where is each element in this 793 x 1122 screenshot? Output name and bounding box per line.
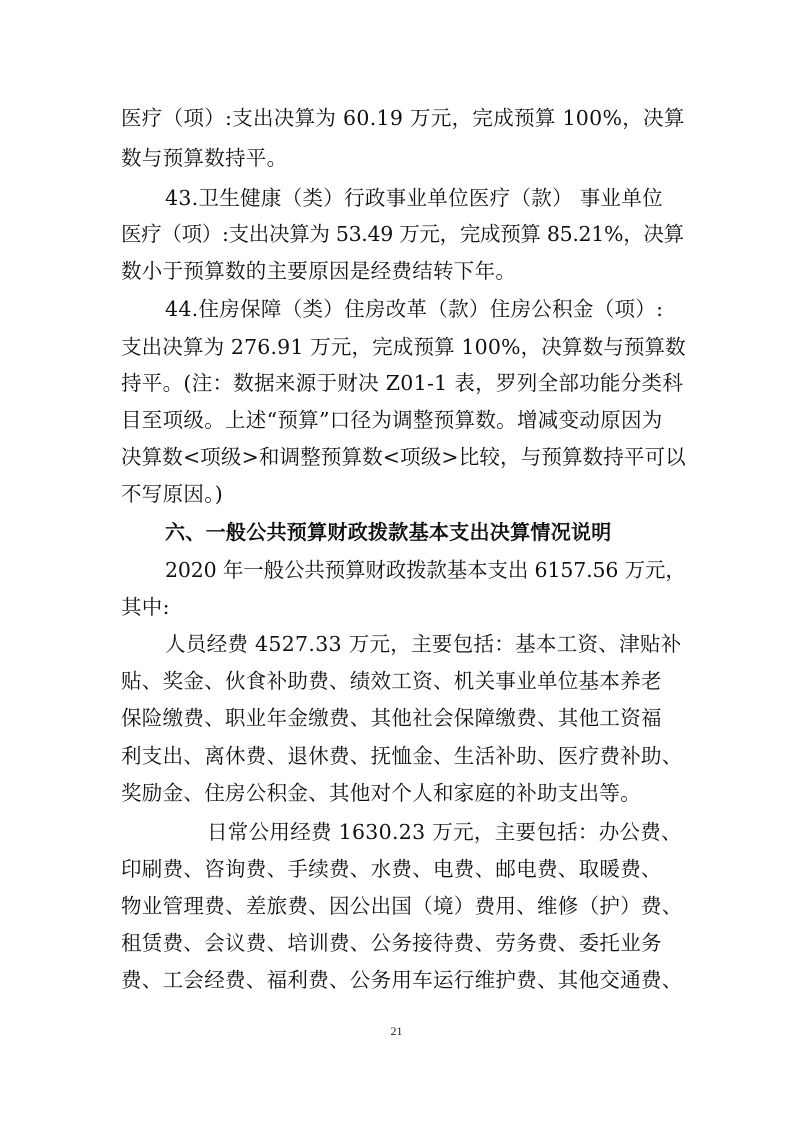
text-line: 目至项级。上述“预算”口径为调整预算数。增减变动原因为 xyxy=(121,408,663,432)
page-number: 21 xyxy=(390,1024,403,1038)
text-line: 医疗（项）:支出决算为 60.19 万元，完成预算 100%，决算 xyxy=(121,106,685,130)
text-line: 租赁费、会议费、培训费、公务接待费、劳务费、委托业务 xyxy=(121,931,662,955)
text-line: 利支出、离休费、退休费、抚恤金、生活补助、医疗费补助、 xyxy=(121,744,683,768)
text-line: 其中: xyxy=(121,595,170,619)
text-line: 不写原因。) xyxy=(121,482,224,506)
text-line: 数小于预算数的主要原因是经费结转下年。 xyxy=(121,259,517,283)
text-line: 44.住房保障（类）住房改革（款）住房公积金（项）: xyxy=(165,297,664,321)
text-line: 支出决算为 276.91 万元，完成预算 100%，决算数与预算数 xyxy=(121,335,686,359)
text-line: 医疗（项）:支出决算为 53.49 万元，完成预算 85.21%，决算 xyxy=(121,222,684,246)
text-line: 决算数<项级>和调整预算数<项级>比较，与预算数持平可以 xyxy=(121,445,686,469)
text-line: 43.卫生健康（类）行政事业单位医疗（款） 事业单位 xyxy=(165,186,663,210)
text-line: 费、工会经费、福利费、公务用车运行维护费、其他交通费、 xyxy=(121,968,683,992)
text-line: 人员经费 4527.33 万元，主要包括：基本工资、津贴补 xyxy=(165,632,682,656)
text-line: 奖励金、住房公积金、其他对个人和家庭的补助支出等。 xyxy=(121,781,641,805)
text-line: 日常公用经费 1630.23 万元，主要包括：办公费、 xyxy=(207,820,682,844)
text-line: 贴、奖金、伙食补助费、绩效工资、机关事业单位基本养老 xyxy=(121,669,662,693)
text-line: 2020 年一般公共预算财政拨款基本支出 6157.56 万元， xyxy=(165,558,686,582)
text-line: 保险缴费、职业年金缴费、其他社会保障缴费、其他工资福 xyxy=(121,706,662,730)
section-heading: 六、一般公共预算财政拨款基本支出决算情况说明 xyxy=(165,520,612,544)
text-line: 持平。(注：数据来源于财决 Z01-1 表，罗列全部功能分类科 xyxy=(121,371,684,395)
text-line: 印刷费、咨询费、手续费、水费、电费、邮电费、取暖费、 xyxy=(121,857,662,881)
text-line: 物业管理费、差旅费、因公出国（境）费用、维修（护）费、 xyxy=(121,894,683,918)
text-line: 数与预算数持平。 xyxy=(121,146,288,170)
